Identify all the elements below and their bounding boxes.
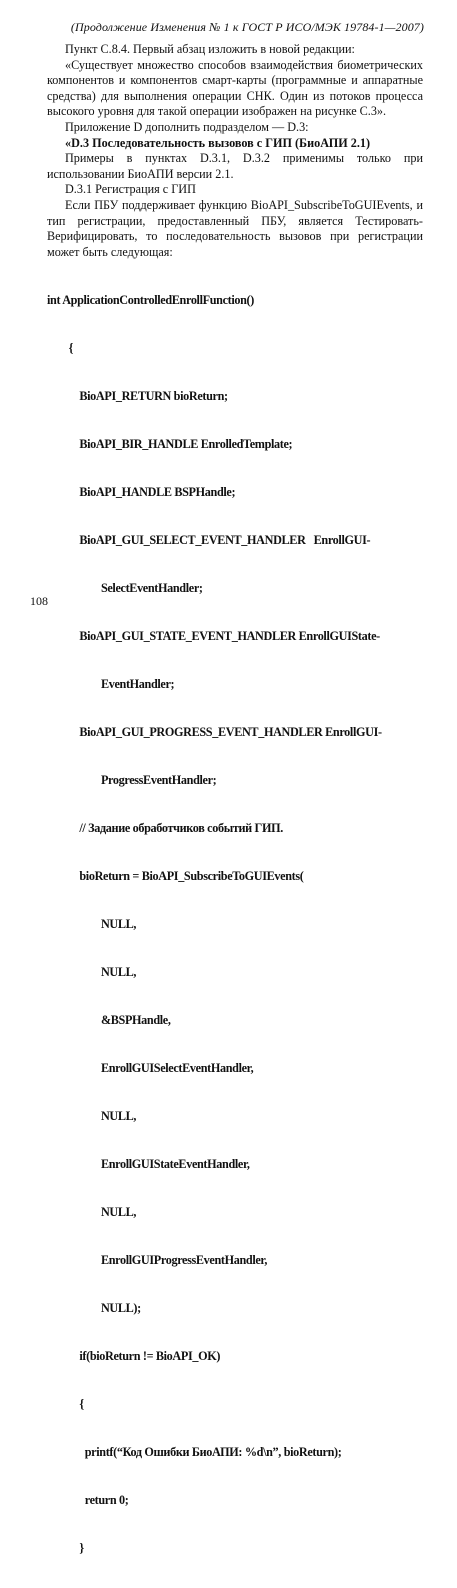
code-line: EnrollGUISelectEventHandler, <box>47 1061 254 1076</box>
code-line: if(bioReturn != BioAPI_OK) <box>47 1349 221 1364</box>
document-body <box>47 42 423 1588</box>
paragraph-enroll-desc: Если ПБУ поддерживает функцию BioAPI_SubscribeToGUIEvents, и тип регистрации, предоставленный ПБУ, является Тестировать-Верифицировать, то последовательность вызовов при регистрации может быть следующая: <box>47 197 423 259</box>
code-line: // Задание обработчиков событий ГИП. <box>47 821 283 836</box>
code-line: BioAPI_GUI_STATE_EVENT_HANDLER EnrollGUIState- <box>47 629 380 644</box>
code-listing <box>47 260 423 1588</box>
code-line: NULL, <box>47 965 137 980</box>
code-line: EnrollGUIProgressEventHandler, <box>47 1253 268 1268</box>
code-line: { <box>47 341 74 356</box>
code-line: NULL, <box>47 1109 137 1124</box>
code-line: bioReturn = BioAPI_SubscribeToGUIEvents( <box>47 869 304 884</box>
code-line: EventHandler; <box>47 677 175 692</box>
code-line: NULL); <box>47 1301 141 1316</box>
paragraph-annex-d: Приложение D дополнить подразделом — D.3: <box>65 119 309 134</box>
code-line: &BSPHandle, <box>47 1013 171 1028</box>
code-line: ProgressEventHandler; <box>47 773 217 788</box>
code-line: BioAPI_BIR_HANDLE EnrolledTemplate; <box>47 437 293 452</box>
code-line: } <box>47 1541 84 1556</box>
code-line: EnrollGUIStateEventHandler, <box>47 1157 250 1172</box>
paragraph-quote-c84: «Существует множество способов взаимодействия биометрических компонентов и компонентов смарт-карты (программные и аппаратные средства) для выполнения операции СНК. Один из потоков процесса высокого уровня для такой операции изображен на рисунке С.3». <box>47 57 423 119</box>
code-line: return 0; <box>47 1493 129 1508</box>
code-line: BioAPI_GUI_SELECT_EVENT_HANDLER EnrollGUI- <box>47 533 371 548</box>
subsection-heading-d31: D.3.1 Регистрация с ГИП <box>65 182 196 197</box>
paragraph-item-c84: Пункт С.8.4. Первый абзац изложить в новой редакции: <box>65 42 355 56</box>
page-number: 108 <box>30 594 48 608</box>
code-line: NULL, <box>47 1205 137 1220</box>
code-line: NULL, <box>47 917 137 932</box>
code-line: BioAPI_GUI_PROGRESS_EVENT_HANDLER EnrollGUI- <box>47 725 382 740</box>
code-line: int ApplicationControlledEnrollFunction() <box>47 293 254 308</box>
code-line: BioAPI_HANDLE BSPHandle; <box>47 485 236 500</box>
running-header: (Продолжение Изменения № 1 к ГОСТ Р ИСО/МЭК 19784-1—2007) <box>70 20 424 34</box>
code-line: BioAPI_RETURN bioReturn; <box>47 389 228 404</box>
code-line: printf(“Код Ошибки БиоАПИ: %d\n”, bioReturn); <box>47 1445 342 1460</box>
section-heading-d3: «D.3 Последовательность вызовов с ГИП (БиоАПИ 2.1) <box>65 135 371 150</box>
code-line: { <box>47 1397 84 1412</box>
code-line: SelectEventHandler; <box>47 581 203 596</box>
paragraph-examples: Примеры в пунктах D.3.1, D.3.2 применимы только при использовании БиоАПИ версии 2.1. <box>47 151 423 181</box>
